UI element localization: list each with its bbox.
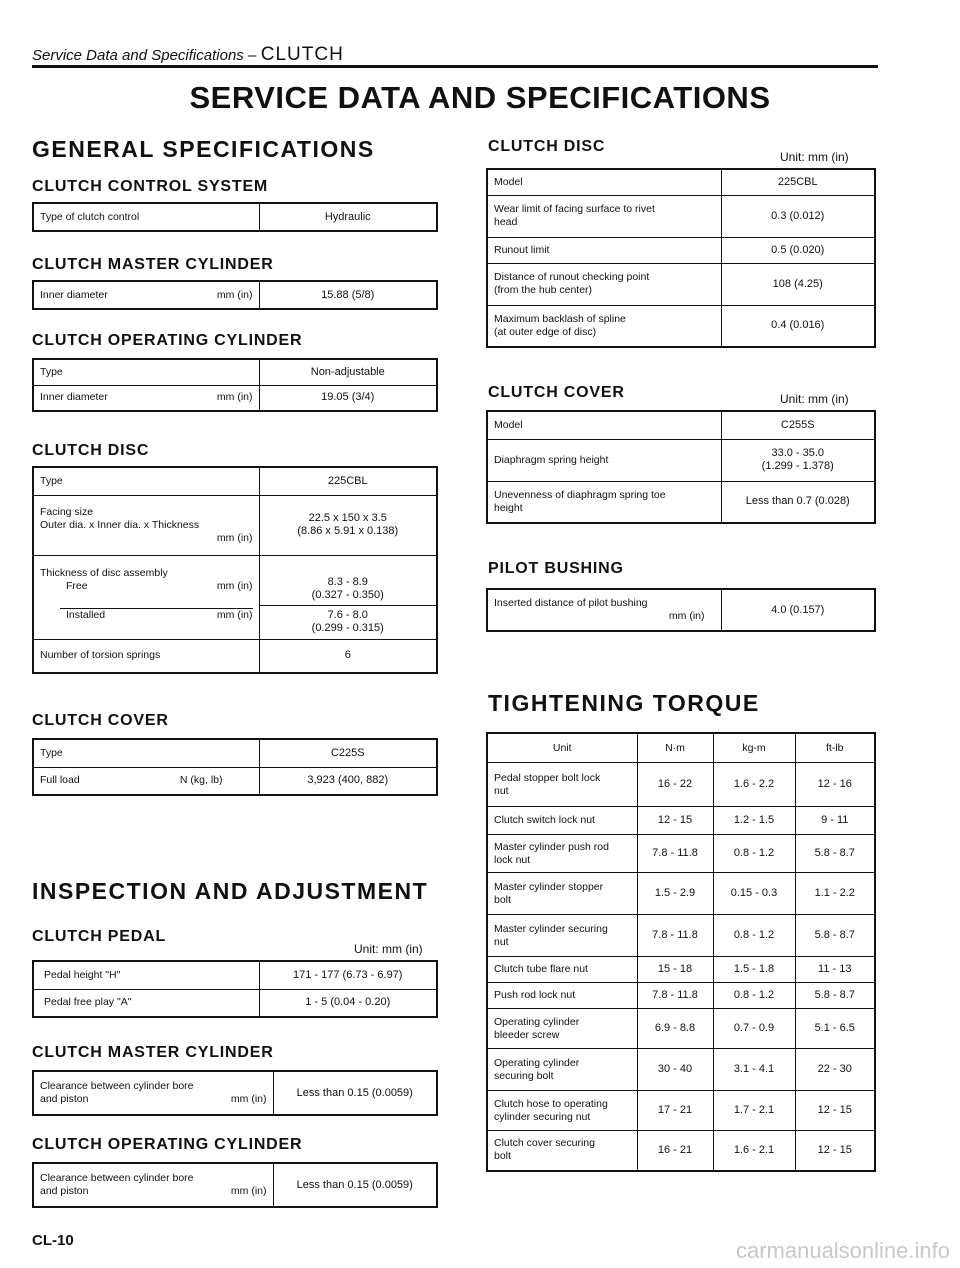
torque-item-label <box>487 1131 637 1171</box>
table-row <box>487 305 875 347</box>
torque-ftlb-value: 22 - 30 <box>795 1049 875 1091</box>
spec-value <box>259 605 437 639</box>
table-row <box>33 203 437 231</box>
spec-value: 15.88 (5/8) <box>259 281 437 309</box>
table-row <box>487 439 875 481</box>
label-line: bolt <box>494 1150 511 1163</box>
table-row <box>487 169 875 195</box>
label-line: securing bolt <box>494 1069 554 1082</box>
spec-label <box>33 495 259 555</box>
unit-text: mm (in) <box>230 1185 267 1197</box>
clutch-master-cylinder-heading: CLUTCH MASTER CYLINDER <box>32 256 274 273</box>
spec-label <box>33 767 259 795</box>
spec-value: Less than 0.15 (0.0059) <box>273 1163 437 1207</box>
label-line: Clutch hose to operating <box>494 1097 608 1110</box>
unit-text: mm (in) <box>216 531 253 544</box>
table-row <box>487 411 875 439</box>
inspection-operating-cylinder-table <box>32 1162 438 1208</box>
table-row <box>487 983 875 1009</box>
torque-nm-value: 7.8 - 11.8 <box>637 983 713 1009</box>
label-line: Clearance between cylinder bore <box>40 1080 194 1092</box>
torque-item-label <box>487 807 637 835</box>
inspection-operating-cylinder-heading: CLUTCH OPERATING CYLINDER <box>32 1136 303 1153</box>
spec-value: 19.05 (3/4) <box>259 385 437 411</box>
label-line: nut <box>494 935 509 948</box>
table-row <box>487 589 875 631</box>
spec-label: Type <box>33 739 259 767</box>
spec-value: 171 - 177 (6.73 - 6.97) <box>259 961 437 989</box>
inspection-adjustment-heading: INSPECTION AND ADJUSTMENT <box>32 878 429 904</box>
spec-label: Pedal height "H" <box>33 961 259 989</box>
spec-value: 1 - 5 (0.04 - 0.20) <box>259 989 437 1017</box>
table-row <box>33 281 437 309</box>
label-line: Master cylinder securing <box>494 922 608 935</box>
torque-ftlb-value: 12 - 16 <box>795 763 875 807</box>
table-row <box>33 555 437 605</box>
table-row <box>33 767 437 795</box>
spec-value: 108 (4.25) <box>721 263 875 305</box>
label-line: bolt <box>494 893 511 906</box>
label-line: bleeder screw <box>494 1028 560 1041</box>
table-row <box>487 873 875 915</box>
torque-kgm-value: 0.8 - 1.2 <box>713 915 795 957</box>
spec-label <box>487 589 721 631</box>
torque-nm-value: 16 - 22 <box>637 763 713 807</box>
watermark: carmanualsonline.info <box>735 1238 950 1263</box>
unit-note: Unit: mm (in) <box>354 942 423 956</box>
spec-value: 0.4 (0.016) <box>721 305 875 347</box>
clutch-pedal-heading: CLUTCH PEDAL <box>32 928 167 945</box>
label-line: height <box>494 501 523 514</box>
label-line: head <box>494 216 518 228</box>
torque-nm-value: 15 - 18 <box>637 957 713 983</box>
label-line: Maximum backlash of spline <box>494 312 626 325</box>
unit-text: mm (in) <box>216 580 253 593</box>
spec-label <box>33 605 259 639</box>
torque-kgm-value: 1.2 - 1.5 <box>713 807 795 835</box>
table-row <box>487 237 875 263</box>
spec-label <box>487 195 721 237</box>
torque-ftlb-value: 5.8 - 8.7 <box>795 835 875 873</box>
clutch-cover-table <box>32 738 438 796</box>
torque-nm-value: 17 - 21 <box>637 1091 713 1131</box>
spec-value: 4.0 (0.157) <box>721 589 875 631</box>
torque-item-label <box>487 957 637 983</box>
spec-value: C225S <box>259 739 437 767</box>
label-line: Clutch tube flare nut <box>494 963 588 975</box>
table-row <box>33 467 437 495</box>
table-row <box>487 195 875 237</box>
value-line: 33.0 - 35.0 <box>771 447 825 459</box>
table-row <box>33 359 437 385</box>
label-line: Operating cylinder <box>494 1015 580 1028</box>
label-text: and piston <box>40 1185 89 1197</box>
spec-value: Less than 0.7 (0.028) <box>721 481 875 523</box>
inspection-master-cylinder-heading: CLUTCH MASTER CYLINDER <box>32 1044 274 1061</box>
clutch-operating-cylinder-heading: CLUTCH OPERATING CYLINDER <box>32 332 303 349</box>
inspection-master-cylinder-table <box>32 1070 438 1116</box>
value-line: 22.5 x 150 x 3.5 <box>308 512 387 524</box>
value-line: (8.86 x 5.91 x 0.138) <box>297 525 399 537</box>
column-header: N·m <box>637 733 713 763</box>
label-line: (from the hub center) <box>494 284 593 296</box>
spec-label: Type <box>33 467 259 495</box>
label-line: nut <box>494 784 509 797</box>
value-line: (0.299 - 0.315) <box>311 621 384 634</box>
page-number: CL-10 <box>32 1232 74 1249</box>
table-row <box>33 1163 437 1207</box>
torque-ftlb-value: 1.1 - 2.2 <box>795 873 875 915</box>
spec-value: Hydraulic <box>259 203 437 231</box>
column-header: Unit <box>487 733 637 763</box>
unit-note: Unit: mm (in) <box>780 150 849 164</box>
torque-kgm-value: 3.1 - 4.1 <box>713 1049 795 1091</box>
torque-ftlb-value: 12 - 15 <box>795 1091 875 1131</box>
torque-item-label <box>487 1049 637 1091</box>
torque-nm-value: 1.5 - 2.9 <box>637 873 713 915</box>
label-line: Master cylinder push rod <box>494 840 609 853</box>
label-text: Inner diameter <box>40 391 108 404</box>
label-line: Push rod lock nut <box>494 989 576 1001</box>
table-row <box>487 957 875 983</box>
tightening-torque-heading: TIGHTENING TORQUE <box>488 690 760 716</box>
right-clutch-disc-table <box>486 168 876 348</box>
label-line: Distance of runout checking point <box>494 271 650 283</box>
spec-value: 225CBL <box>259 467 437 495</box>
torque-nm-value: 7.8 - 11.8 <box>637 835 713 873</box>
label-line: Operating cylinder <box>494 1056 580 1069</box>
torque-kgm-value: 0.8 - 1.2 <box>713 835 795 873</box>
label-text: and piston <box>40 1093 89 1105</box>
torque-kgm-value: 0.7 - 0.9 <box>713 1009 795 1049</box>
unit-text: mm (in) <box>230 1093 267 1105</box>
torque-item-label <box>487 835 637 873</box>
value-line: (1.299 - 1.378) <box>761 460 834 472</box>
clutch-pedal-table <box>32 960 438 1018</box>
torque-kgm-value: 0.8 - 1.2 <box>713 983 795 1009</box>
torque-nm-value: 6.9 - 8.8 <box>637 1009 713 1049</box>
spec-label <box>487 481 721 523</box>
label-line: Inserted distance of pilot bushing <box>494 597 648 609</box>
spec-label <box>487 263 721 305</box>
label-line: lock nut <box>494 853 531 866</box>
spec-label: Type of clutch control <box>33 203 259 231</box>
clutch-control-system-table <box>32 202 438 232</box>
torque-item-label <box>487 873 637 915</box>
spec-value <box>721 439 875 481</box>
spec-label <box>33 1071 273 1115</box>
torque-item-label <box>487 1009 637 1049</box>
clutch-operating-cylinder-table <box>32 358 438 412</box>
table-row <box>33 385 437 411</box>
label-line: Clutch cover securing <box>494 1137 595 1150</box>
label-line: Master cylinder stopper <box>494 880 604 893</box>
value-line: 8.3 - 8.9 <box>327 575 368 588</box>
torque-ftlb-value: 11 - 13 <box>795 957 875 983</box>
pilot-bushing-table <box>486 588 876 632</box>
right-clutch-cover-table <box>486 410 876 524</box>
spec-value: Non-adjustable <box>259 359 437 385</box>
torque-kgm-value: 1.5 - 1.8 <box>713 957 795 983</box>
torque-item-label <box>487 1091 637 1131</box>
torque-item-label <box>487 915 637 957</box>
unit-text: mm (in) <box>216 391 253 404</box>
table-row <box>487 263 875 305</box>
torque-nm-value: 12 - 15 <box>637 807 713 835</box>
table-row <box>487 1091 875 1131</box>
label-line: Pedal stopper bolt lock <box>494 771 601 784</box>
section-label: Service Data and Specifications – <box>32 47 257 64</box>
right-clutch-cover-heading: CLUTCH COVER <box>488 384 625 401</box>
clutch-disc-table <box>32 466 438 674</box>
spec-value: C255S <box>721 411 875 439</box>
torque-ftlb-value: 5.8 - 8.7 <box>795 983 875 1009</box>
right-clutch-disc-heading: CLUTCH DISC <box>488 138 606 155</box>
torque-item-label <box>487 983 637 1009</box>
label-text: Inner diameter <box>40 288 108 301</box>
spec-label <box>33 281 259 309</box>
torque-item-label <box>487 763 637 807</box>
spec-label: Model <box>487 411 721 439</box>
table-row <box>487 915 875 957</box>
table-header-row <box>487 733 875 763</box>
spec-label: Runout limit <box>487 237 721 263</box>
spec-label: Type <box>33 359 259 385</box>
label-text: Full load <box>40 774 80 787</box>
spec-value: 0.5 (0.020) <box>721 237 875 263</box>
torque-kgm-value: 1.7 - 2.1 <box>713 1091 795 1131</box>
unit-text: mm (in) <box>668 610 705 622</box>
label-line: Clutch switch lock nut <box>494 814 595 826</box>
label-line: Thickness of disc assembly <box>40 567 168 580</box>
label-text: Installed <box>66 609 106 621</box>
spec-label: Diaphragm spring height <box>487 439 721 481</box>
spec-value: 225CBL <box>721 169 875 195</box>
value-line: (0.327 - 0.350) <box>311 588 384 601</box>
torque-ftlb-value: 5.1 - 6.5 <box>795 1009 875 1049</box>
column-header: kg-m <box>713 733 795 763</box>
torque-kgm-value: 0.15 - 0.3 <box>713 873 795 915</box>
label-line: (at outer edge of disc) <box>494 325 597 338</box>
spec-value: 6 <box>259 639 437 673</box>
label-text: Free <box>66 580 88 593</box>
unit-text: N (kg, lb) <box>179 774 223 787</box>
value-line: 7.6 - 8.0 <box>327 608 368 621</box>
table-row <box>487 835 875 873</box>
spec-label <box>33 555 259 605</box>
running-head <box>32 44 344 66</box>
spec-value <box>259 495 437 555</box>
general-specifications-heading: GENERAL SPECIFICATIONS <box>32 136 375 162</box>
spec-label <box>487 305 721 347</box>
torque-ftlb-value: 9 - 11 <box>795 807 875 835</box>
torque-nm-value: 16 - 21 <box>637 1131 713 1171</box>
clutch-control-system-heading: CLUTCH CONTROL SYSTEM <box>32 178 269 195</box>
label-line: Clearance between cylinder bore <box>40 1172 194 1184</box>
spec-value: 3,923 (400, 882) <box>259 767 437 795</box>
spec-label <box>33 385 259 411</box>
spec-label: Model <box>487 169 721 195</box>
torque-kgm-value: 1.6 - 2.2 <box>713 763 795 807</box>
table-row <box>487 1009 875 1049</box>
table-row <box>487 807 875 835</box>
torque-nm-value: 30 - 40 <box>637 1049 713 1091</box>
table-row <box>487 763 875 807</box>
table-row <box>33 961 437 989</box>
table-row <box>33 639 437 673</box>
page-title: SERVICE DATA AND SPECIFICATIONS <box>189 80 771 115</box>
header-rule <box>32 65 878 68</box>
section-title: CLUTCH <box>260 44 344 65</box>
spec-label: Number of torsion springs <box>33 639 259 673</box>
clutch-cover-heading: CLUTCH COVER <box>32 712 169 729</box>
clutch-disc-heading: CLUTCH DISC <box>32 442 150 459</box>
table-row <box>487 481 875 523</box>
label-line: Outer dia. x Inner dia. x Thickness <box>40 518 200 531</box>
label-line: Wear limit of facing surface to rivet <box>494 203 655 215</box>
torque-nm-value: 7.8 - 11.8 <box>637 915 713 957</box>
label-line: Facing size <box>40 505 94 518</box>
table-row <box>487 1049 875 1091</box>
label-line: cylinder securing nut <box>494 1110 591 1123</box>
table-row <box>33 605 437 639</box>
spec-label: Pedal free play "A" <box>33 989 259 1017</box>
table-row <box>33 739 437 767</box>
unit-text: mm (in) <box>216 609 253 621</box>
tightening-torque-table <box>486 732 876 1172</box>
pilot-bushing-heading: PILOT BUSHING <box>488 560 624 577</box>
torque-ftlb-value: 12 - 15 <box>795 1131 875 1171</box>
spec-label <box>33 1163 273 1207</box>
table-row <box>33 989 437 1017</box>
table-row <box>33 495 437 555</box>
unit-note: Unit: mm (in) <box>780 392 849 406</box>
unit-text: mm (in) <box>216 288 253 301</box>
table-row <box>487 1131 875 1171</box>
torque-ftlb-value: 5.8 - 8.7 <box>795 915 875 957</box>
label-line: Unevenness of diaphragm spring toe <box>494 488 666 501</box>
torque-kgm-value: 1.6 - 2.1 <box>713 1131 795 1171</box>
column-header: ft-lb <box>795 733 875 763</box>
spec-value: Less than 0.15 (0.0059) <box>273 1071 437 1115</box>
spec-value <box>259 555 437 605</box>
clutch-master-cylinder-table <box>32 280 438 310</box>
spec-value: 0.3 (0.012) <box>721 195 875 237</box>
table-row <box>33 1071 437 1115</box>
